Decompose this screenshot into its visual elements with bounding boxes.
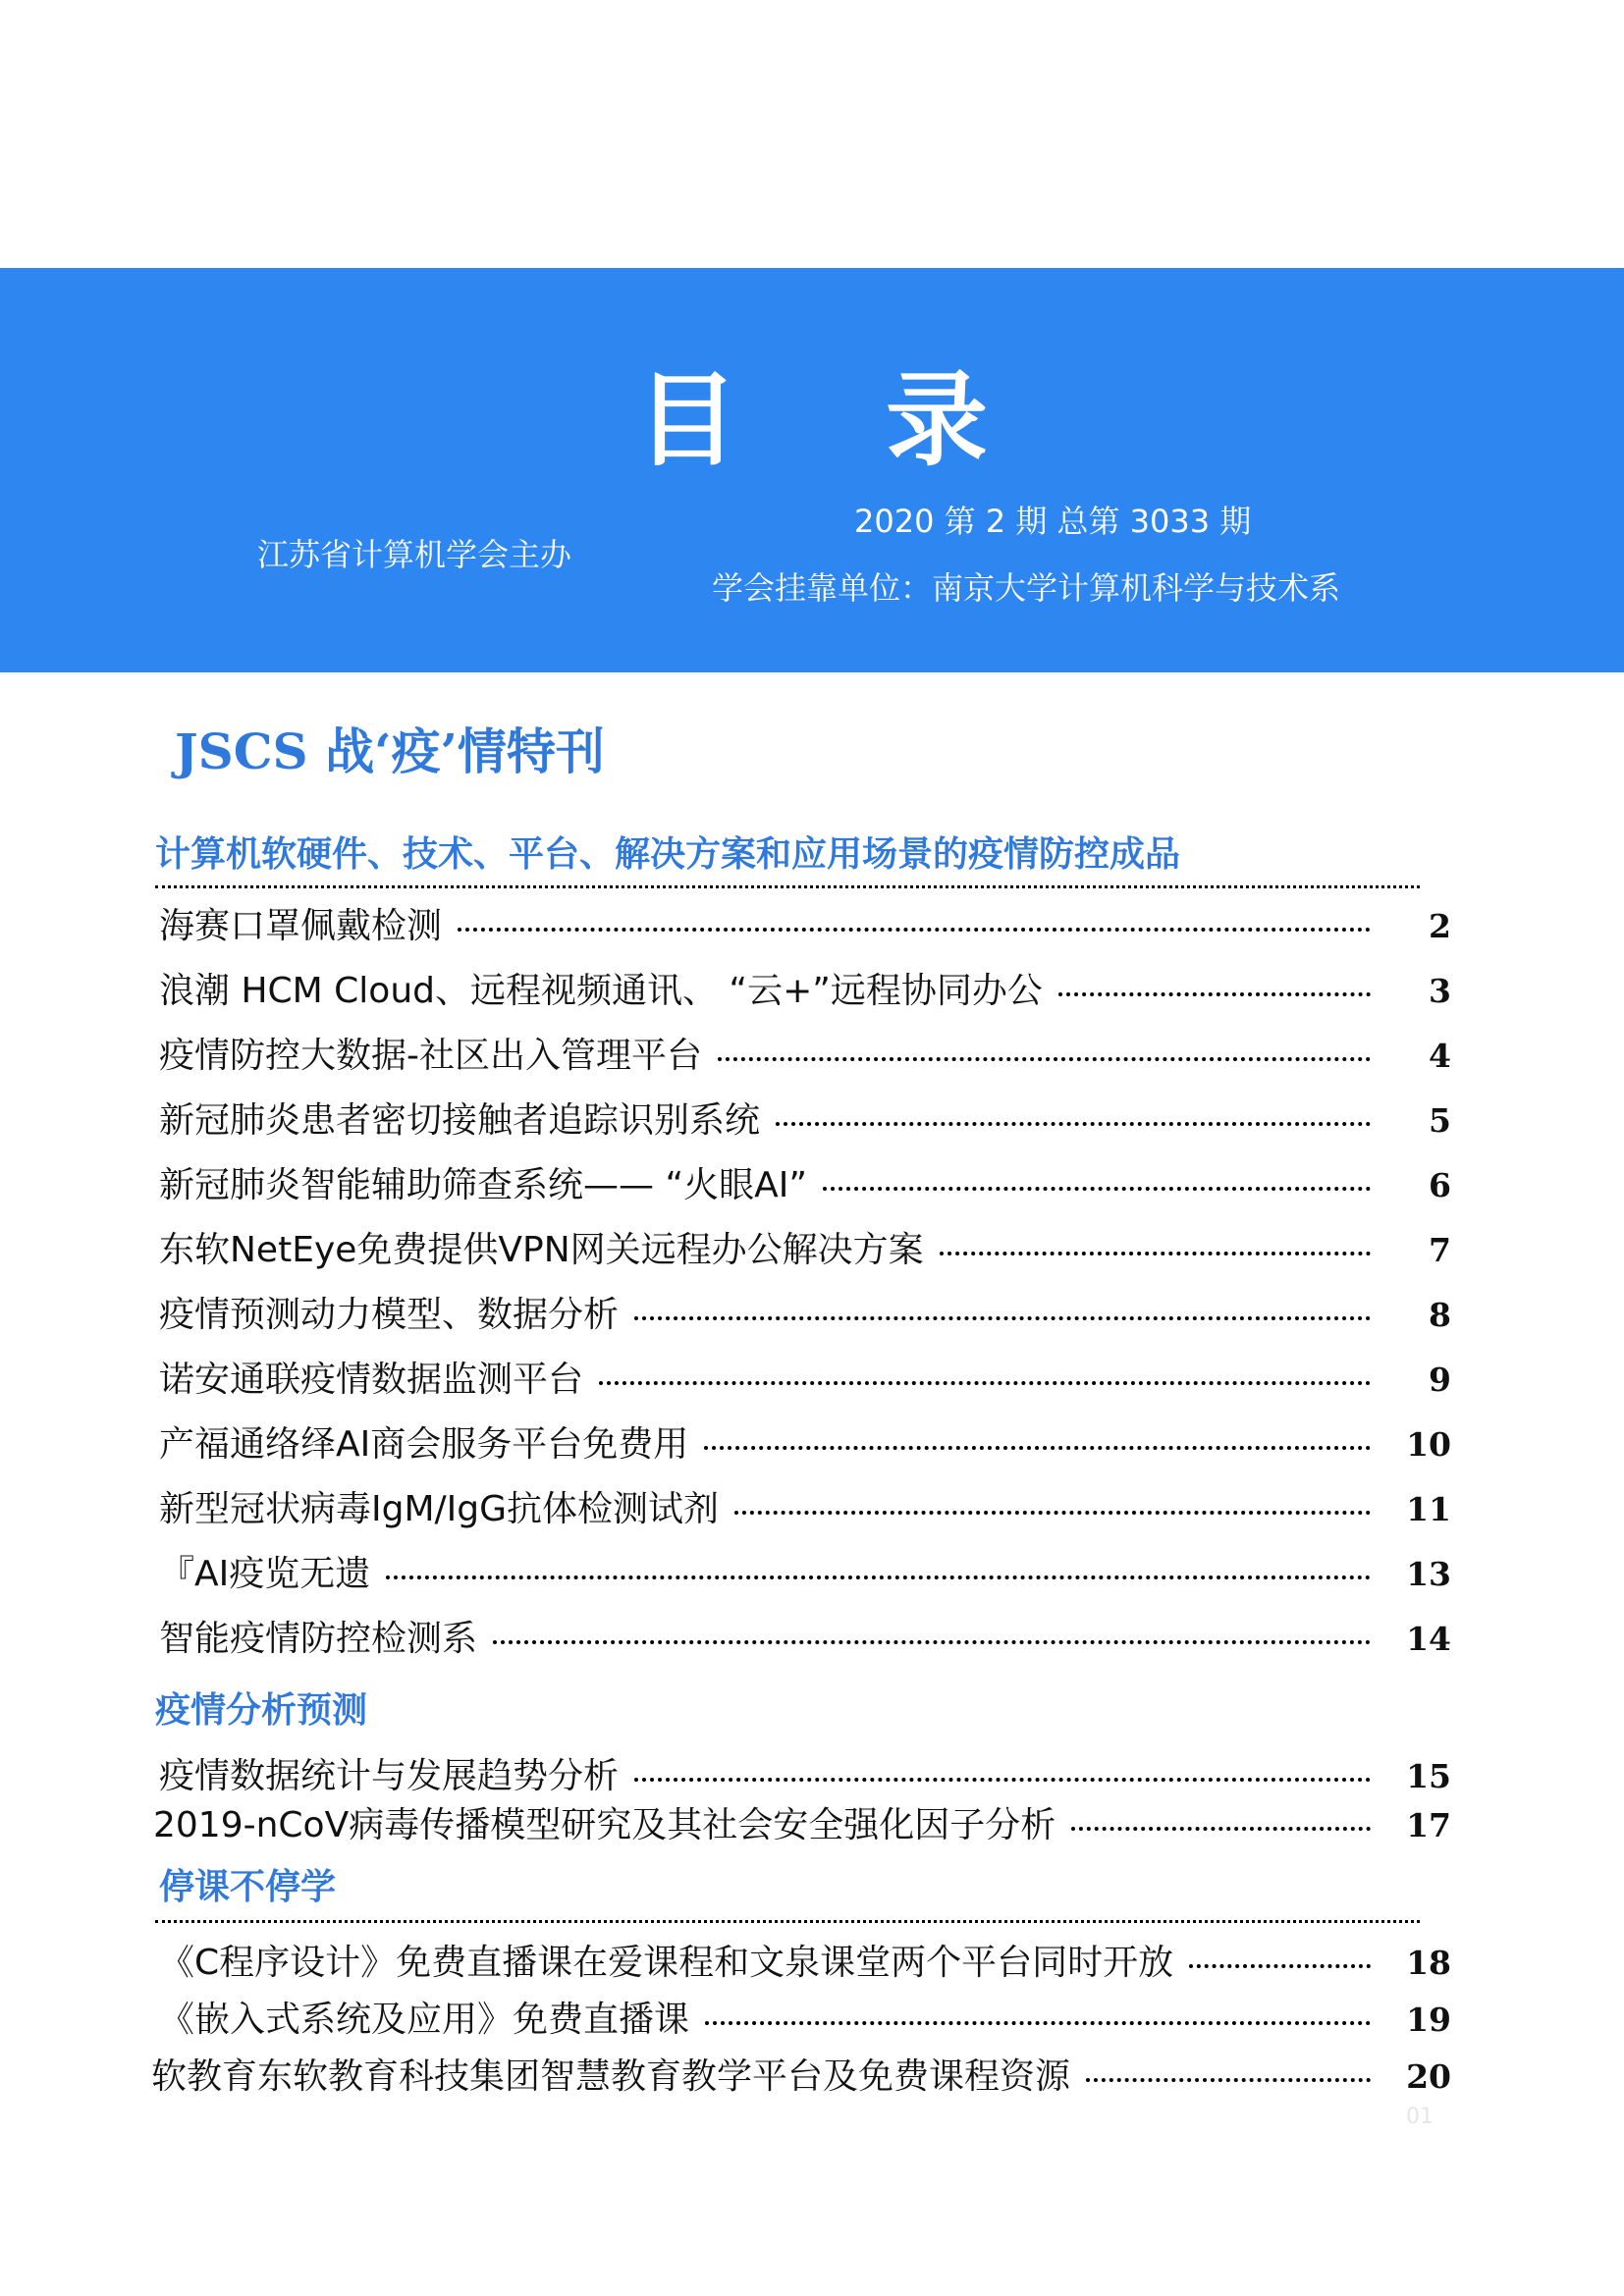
section-heading-analysis: 疫情分析预测 <box>155 1689 368 1731</box>
toc-entry-title: 疫情数据统计与发展趋势分析 <box>159 1756 620 1796</box>
toc-entry-title: 新冠肺炎患者密切接触者追踪识别系统 <box>159 1100 761 1141</box>
dot-leader <box>940 1252 1371 1255</box>
toc-entry-page: 6 <box>1429 1166 1451 1204</box>
toc-entry[interactable] <box>159 1551 1451 1598</box>
dot-leader <box>734 1511 1371 1515</box>
toc-entry-page: 14 <box>1406 1620 1451 1658</box>
dot-leader <box>458 928 1371 932</box>
toc-entry[interactable] <box>159 1616 1451 1663</box>
sponsor-text: 江苏省计算机学会主办 <box>257 536 572 573</box>
toc-entry[interactable] <box>159 1421 1451 1468</box>
toc-entry-page: 8 <box>1429 1296 1451 1334</box>
section-heading-products: 计算机软硬件、技术、平台、解决方案和应用场景的疫情防控成品 <box>155 833 1181 875</box>
dot-leader <box>1086 2078 1371 2082</box>
dot-leader <box>1058 992 1371 996</box>
dot-leader <box>634 1316 1371 1320</box>
dot-leader <box>599 1381 1371 1385</box>
toc-entry[interactable] <box>159 1292 1451 1339</box>
toc-entry[interactable] <box>159 1753 1451 1800</box>
toc-entry-title: 智能疫情防控检测系 <box>159 1619 478 1659</box>
dot-leader <box>776 1122 1371 1126</box>
toc-entry[interactable] <box>159 1097 1451 1145</box>
page-number: 01 <box>1406 2105 1434 2129</box>
toc-entry[interactable] <box>153 1802 1451 1849</box>
toc-entry-page: 20 <box>1406 2057 1451 2096</box>
header-banner <box>0 268 1624 672</box>
toc-entry[interactable] <box>159 1940 1451 1987</box>
toc-entry[interactable] <box>159 1033 1451 1080</box>
dot-leader <box>386 1575 1371 1579</box>
toc-entry-page: 5 <box>1429 1101 1451 1140</box>
toc-entry-page: 9 <box>1429 1361 1451 1399</box>
toc-entry-title: 疫情预测动力模型、数据分析 <box>159 1295 620 1335</box>
toc-entry[interactable] <box>159 1997 1451 2044</box>
toc-entry-page: 13 <box>1406 1555 1451 1593</box>
toc-entry-title: 诺安通联疫情数据监测平台 <box>159 1360 584 1400</box>
toc-entry-title: 浪潮 HCM Cloud、远程视频通讯、 “云+”远程协同办公 <box>159 971 1043 1011</box>
special-issue-title: JSCS 战‘疫’情特刊 <box>175 722 605 780</box>
toc-entry-title: 疫情防控大数据-社区出入管理平台 <box>159 1036 702 1076</box>
toc-entry[interactable] <box>159 1227 1451 1274</box>
page-title: 目录 <box>635 360 1135 480</box>
toc-entry-title: 产福通络绎AI商会服务平台免费用 <box>159 1424 689 1465</box>
toc-entry-title: 《嵌入式系统及应用》免费直播课 <box>159 2000 690 2040</box>
toc-entry[interactable] <box>151 2054 1451 2101</box>
toc-entry-title: 东软NetEye免费提供VPN网关远程办公解决方案 <box>159 1230 924 1270</box>
toc-entry-title: 『AI疫览无遗 <box>159 1554 371 1594</box>
dot-leader <box>705 2021 1371 2025</box>
dot-leader <box>1071 1827 1371 1831</box>
toc-entry-page: 10 <box>1406 1425 1451 1464</box>
toc-entry[interactable] <box>159 1357 1451 1404</box>
dot-leader <box>1189 1964 1371 1968</box>
toc-entry-page: 3 <box>1429 972 1451 1010</box>
toc-entry-page: 15 <box>1406 1757 1451 1795</box>
dot-leader <box>493 1640 1371 1644</box>
affiliation-text: 学会挂靠单位：南京大学计算机科学与技术系 <box>712 569 1341 607</box>
issue-number: 2020 第 2 期 总第 3033 期 <box>854 503 1252 540</box>
dot-leader <box>718 1057 1371 1061</box>
dot-leader <box>823 1187 1371 1191</box>
toc-entry-title: 软教育东软教育科技集团智慧教育教学平台及免费课程资源 <box>151 2056 1071 2097</box>
section-heading-online-teaching: 停课不停学 <box>159 1866 337 1907</box>
dot-leader <box>704 1446 1371 1450</box>
toc-entry-title: 新型冠状病毒IgM/IgG抗体检测试剂 <box>159 1489 720 1529</box>
toc-entry[interactable] <box>159 968 1451 1015</box>
toc-entry-title: 2019-nCoV病毒传播模型研究及其社会安全强化因子分析 <box>153 1805 1056 1845</box>
section-divider <box>155 885 1420 888</box>
toc-entry-page: 17 <box>1406 1806 1451 1844</box>
dot-leader <box>634 1778 1371 1782</box>
toc-entry-title: 新冠肺炎智能辅助筛查系统—— “火眼AI” <box>159 1165 807 1205</box>
toc-entry-page: 2 <box>1429 907 1451 945</box>
toc-entry[interactable] <box>159 1162 1451 1209</box>
toc-entry-page: 4 <box>1429 1037 1451 1075</box>
toc-entry-title: 海赛口罩佩戴检测 <box>159 906 443 946</box>
toc-entry[interactable] <box>159 1486 1451 1533</box>
toc-entry-page: 7 <box>1429 1231 1451 1269</box>
toc-entry-title: 《C程序设计》免费直播课在爱课程和文泉课堂两个平台同时开放 <box>159 1943 1174 1983</box>
toc-entry-page: 11 <box>1406 1490 1451 1528</box>
toc-entry-page: 18 <box>1406 1944 1451 1982</box>
toc-entry-page: 19 <box>1406 2001 1451 2039</box>
section-divider <box>155 1920 1420 1923</box>
toc-entry[interactable] <box>159 903 1451 950</box>
